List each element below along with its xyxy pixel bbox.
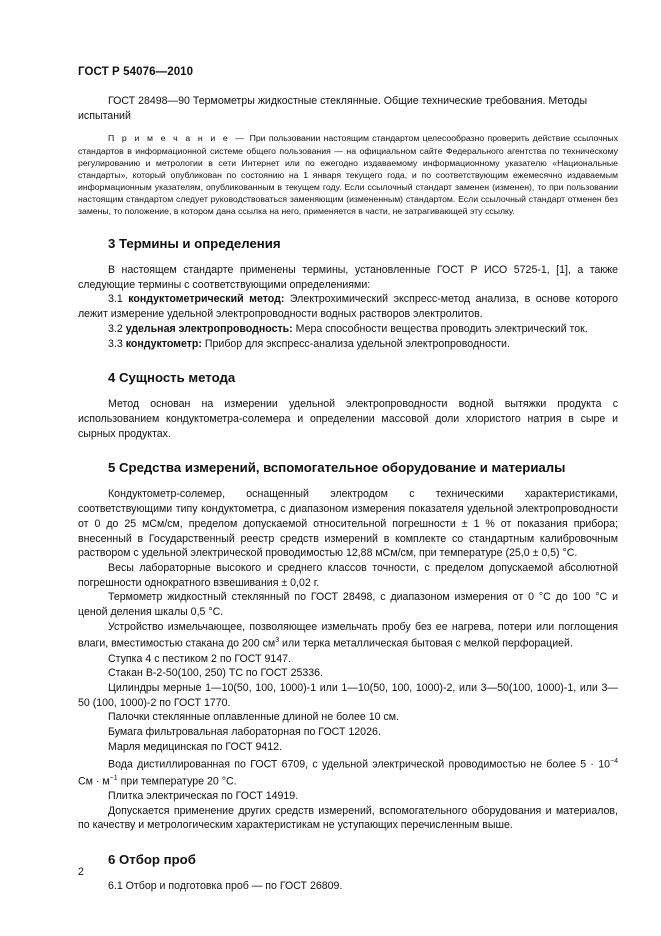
term-number: 3.3 <box>108 337 123 350</box>
term-3-2 <box>78 322 618 337</box>
section-3-intro: В настоящем стандарте применены термины, установленные ГОСТ Р ИСО 5725-1, [1], а также следующие термины с соответствующими определениями: <box>78 264 618 291</box>
section-5-heading: 5 Средства измерений, вспомогательное оборудование и материалы <box>108 460 566 476</box>
equipment-cylinders: Цилиндры мерные 1—10(50, 100, 1000)-1 или 1—10(50, 100, 1000)-2, или 3—50(100, 1000)-1, или 3—50 (100, 1000)-2 по ГОСТ 1770. <box>78 682 618 709</box>
equipment-alternatives: Допускается применение других средств измерений, вспомогательного оборудования и материалов, по качеству и метрологическим характеристикам не уступающих перечисленным выше. <box>78 804 618 832</box>
equipment-mortar: Ступка 4 с пестиком 2 по ГОСТ 9147. <box>108 652 292 665</box>
note-text: При пользовании настоящим стандартом целесообразно проверить действие ссылочных стандартов в информационной системе общего пользования — на официальном сайте Федерального агентства по техническому регулированию и метрологии в сети Интернет или по ежегодно издаваемому информационному указателю «Национальные стандарты», который опубликован по состоянию на 1 января текущего года, и по соответствующим ежемесячно издаваемым информационным указателям, опубликованным в текущем году. Если ссылочный стандарт заменен (изменен), то при пользовании настоящим стандартом следует руководствоваться заменяющим (измененным) стандартом. Если ссылочный стандарт отменен без замены, то положение, в котором дана ссылка на него, применяется в части, не затрагивающей эту ссылку. <box>78 133 618 216</box>
grinder-text-a: Устройство измельчающее, позволяющее измельчать пробу без ее нагрева, потери или поглощения влаги, вместимостью стакана до 200 см <box>78 620 618 650</box>
equipment-beaker: Стакан В-2-50(100, 250) ТС по ГОСТ 25336. <box>108 667 323 680</box>
equipment-thermometer: Термометр жидкостный стеклянный по ГОСТ 28498, с диапазоном измерения от 0 °С до 100 °С и ценой деления шкалы 0,5 °С. <box>78 591 618 619</box>
term-name: удельная электропроводность: <box>125 322 293 335</box>
water-text-b: См · м <box>78 775 110 788</box>
term-name: кондуктометр: <box>125 337 202 350</box>
document-header-id: ГОСТ Р 54076—2010 <box>78 66 194 78</box>
reference-line-2: испытаний <box>78 109 131 122</box>
section-6-paragraph: 6.1 Отбор и подготовка проб — по ГОСТ 26809. <box>108 880 343 893</box>
water-superscript-2: −1 <box>109 774 118 782</box>
page-content <box>78 94 618 894</box>
grinder-superscript: 3 <box>275 637 280 645</box>
equipment-grinder <box>78 620 618 652</box>
equipment-glass-rods: Палочки стеклянные оплавленные длиной не более 10 см. <box>108 711 399 724</box>
standards-note <box>78 132 618 217</box>
term-name: кондуктометрический метод: <box>128 293 285 306</box>
section-6-heading: 6 Отбор проб <box>108 852 196 868</box>
water-text-a: Вода дистиллированная по ГОСТ 6709, с удельной электрической проводимостью не более 5 · 10 <box>108 758 611 771</box>
equipment-distilled-water <box>78 755 618 789</box>
term-3-3 <box>78 337 618 352</box>
equipment-hotplate: Плитка электрическая по ГОСТ 14919. <box>108 790 299 803</box>
term-definition: Электрохимический экспресс-метод анализа, в основе которого лежит измерение удельной электропроводности водных растворов электролитов. <box>78 293 618 321</box>
section-4-paragraph: Метод основан на измерении удельной электропроводности водной вытяжки продукта с использованием кондуктометра-солемера и определении массовой доли хлористого натрия в сыре и сырных продуктах. <box>78 398 618 440</box>
water-text-c: при температуре 20 °С. <box>117 775 237 788</box>
equipment-gauze: Марля медицинская по ГОСТ 9412. <box>108 740 283 753</box>
grinder-text-b: или терка металлическая бытовая с мелкой перфорацией. <box>279 637 573 650</box>
section-3-heading: 3 Термины и определения <box>108 236 281 252</box>
reference-line-1: ГОСТ 28498—90 Термометры жидкостные стеклянные. Общие технические требования. Методы <box>108 95 588 107</box>
term-number: 3.1 <box>108 293 123 306</box>
term-definition: Мера способности вещества проводить электрический ток. <box>295 322 588 335</box>
equipment-conductometer: Кондуктометр-солемер, оснащенный электродом с техническими характеристиками, соответствующими типу кондуктометра, с диапазоном измерения показателя удельной электропроводности от 0 до 25 мСм/см, пределом допускаемой относительной погрешности ± 1 % от показания прибора; внесенный в Государственный реестр средств измерений в комплекте со стандартным калибровочным раствором с удельной электрической проводимостью 12,88 мСм/см, при температуре (25,0 ± 0,5) °С. <box>78 488 618 560</box>
term-3-1 <box>78 292 618 321</box>
term-number: 3.2 <box>108 322 123 335</box>
equipment-filter-paper: Бумага фильтровальная лабораторная по ГОСТ 12026. <box>108 726 381 739</box>
equipment-scales: Весы лабораторные высокого и среднего классов точности, с пределом допускаемой абсолютной погрешности однократного взвешивания ± 0,02 г. <box>78 561 618 589</box>
reference-gost-28498 <box>78 94 618 123</box>
term-definition: Прибор для экспресс-анализа удельной электропроводности. <box>204 337 510 350</box>
note-label: П р и м е ч а н и е — <box>108 133 247 144</box>
page-number: 2 <box>78 866 84 878</box>
section-4-heading: 4 Сущность метода <box>108 370 236 386</box>
water-superscript-1: −4 <box>610 757 618 765</box>
